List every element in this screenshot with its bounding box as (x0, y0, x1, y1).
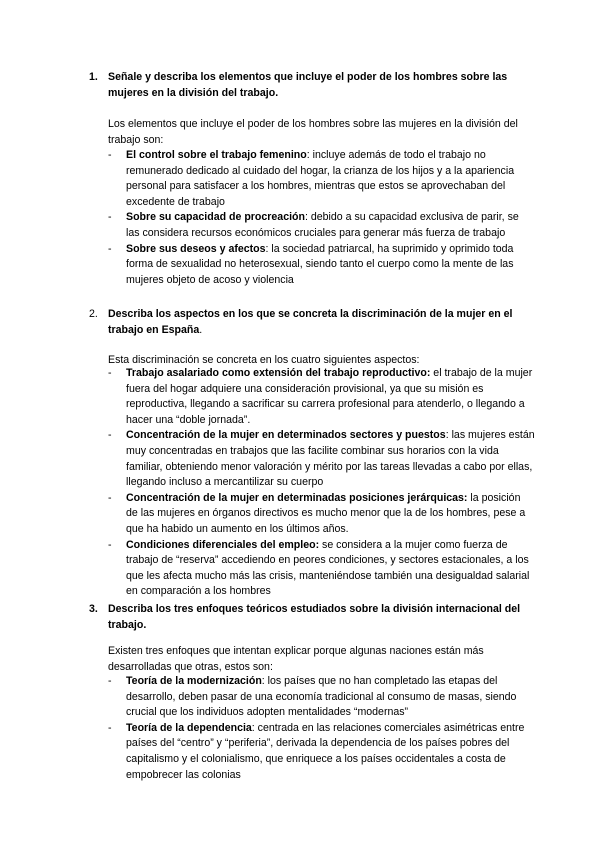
bullet: - (108, 675, 112, 687)
item-term: Teoría de la dependencia (126, 721, 252, 734)
question-text: Señale y describa los elementos que incluye el poder de los hombres sobre las mujeres en la división del trabajo. (108, 71, 508, 99)
list-item (90, 242, 535, 289)
bullet: - (108, 242, 112, 255)
item-term: El control sobre el trabajo femenino (126, 149, 307, 161)
list-item (90, 674, 535, 721)
answer-intro-2: Esta discriminación se concreta en los cuatro siguientes aspectos: (108, 354, 420, 366)
list-item (90, 721, 535, 783)
question-3 (89, 602, 534, 633)
item-term: Trabajo asalariado como extensión del trabajo reproductivo: (126, 367, 431, 379)
question-number: 1. (89, 71, 98, 83)
list-item (90, 538, 535, 600)
list-item (90, 491, 535, 538)
question-number: 3. (89, 603, 98, 615)
list-item (90, 428, 535, 490)
item-text: : incluye además de todo el trabajo no remunerado dedicado al cuidado del hogar, la crianza de los hijos y a la apariencia personal para satisfacer a los hombres, mientras que estos se aprovechaban del excedente de trabajo (126, 149, 515, 208)
list-item (90, 210, 535, 241)
item-text: la posición de las mujeres en órganos directivos es mucho menor que la de los hombres, pese a que ha habido un aumento en los últimos años. (126, 491, 526, 535)
bullet: - (108, 367, 112, 379)
question-text: Describa los tres enfoques teóricos estudiados sobre la división internacional del trabajo. (108, 603, 521, 631)
question-1 (89, 70, 534, 101)
item-term: Sobre su capacidad de procreación (126, 211, 305, 224)
item-term: Condiciones diferenciales del empleo: (126, 538, 320, 551)
bullet: - (108, 721, 112, 734)
bullet: - (108, 538, 112, 551)
answer-list-3 (90, 674, 535, 783)
answer-intro-3: Existen tres enfoques que intentan explicar porque algunas naciones están más desarrolladas que otras, estos son: (108, 645, 484, 673)
bullet: - (108, 211, 112, 224)
question-tail: . (199, 323, 203, 336)
bullet: - (108, 149, 112, 161)
question-2 (89, 307, 534, 338)
item-text: : los países que no han completado las etapas del desarrollo, deben pasar de una economía tradicional al consumo de masas, siendo crucial que los individuos adopten mentalidades “modernas” (126, 675, 517, 719)
question-number: 2. (89, 308, 98, 320)
answer-intro-1: Los elementos que incluye el poder de los hombres sobre las mujeres en la división del trabajo son: (108, 118, 518, 146)
bullet: - (108, 491, 112, 504)
item-text: : las mujeres están muy concentradas en trabajos que las facilite combinar sus horarios con la vida familiar, obteniendo menor valoración y mérito por las tareas llevadas a cabo por ellas, llegando incluso a mercantilizar su cuerpo (126, 429, 535, 489)
answer-list-2 (90, 366, 535, 600)
list-item (90, 366, 535, 428)
question-text: Describa los aspectos en los que se concreta la discriminación de la mujer en el trabajo en España (108, 308, 513, 336)
item-text: se considera a la mujer como fuerza de trabajo de “reserva” accediendo en peores condiciones, y sectores estacionales, a los que les afecta mucho más las crisis, manteniéndose también una desigualdad salarial en comparación a los hombres (126, 538, 530, 598)
item-text: : debido a su capacidad exclusiva de parir, se las considera recursos económicos cruciales para generar más fuerza de trabajo (126, 211, 519, 239)
item-text: : la sociedad patriarcal, ha suprimido y oprimido toda forma de sexualidad no heterosexual, siendo tanto el cuerpo como la mente de las mujeres objeto de acoso y violencia (126, 242, 514, 286)
item-term: Sobre sus deseos y afectos (126, 242, 266, 255)
item-text: el trabajo de la mujer fuera del hogar adquiere una consideración provisional, ya que su misión es reproductiva, llegando a sacrificar su carrera profesional para atenderlo, o llegando a hacer una “doble jornada”. (126, 367, 533, 426)
item-term: Concentración de la mujer en determinadas posiciones jerárquicas: (126, 491, 468, 504)
item-term: Teoría de la modernización (126, 675, 262, 687)
list-item (90, 148, 535, 210)
bullet: - (108, 429, 112, 442)
item-term: Concentración de la mujer en determinados sectores y puestos (126, 429, 446, 442)
item-text: : centrada en las relaciones comerciales asimétricas entre países del “centro” y “periferia”, derivada la dependencia de los países pobres del capitalismo y el colonialismo, que enriquece a los países occidentales a costa de empobrecer las colonias (126, 721, 525, 781)
answer-list-1 (90, 148, 535, 288)
